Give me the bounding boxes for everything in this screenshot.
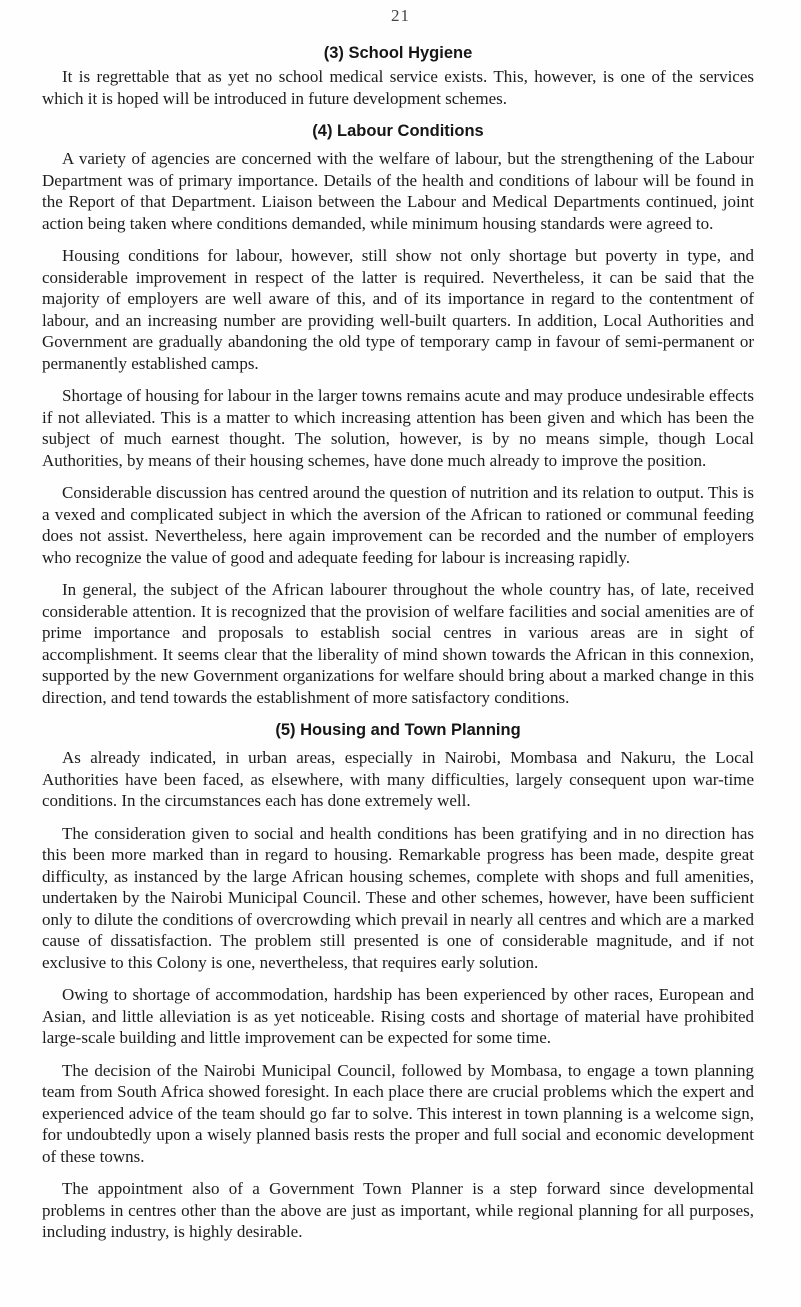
paragraph: A variety of agencies are concerned with the welfare of labour, but the strengthening of the Labour Department was of primary importance. Details of the health and conditions of labour will be found in the Report of that Department. Liaison between the Labour and Medical Departments continued, joint action being taken where conditions demanded, while minimum housing standards were agreed to. <box>42 149 754 233</box>
paragraph: Owing to shortage of accommodation, hardship has been experienced by other races, European and Asian, and little alleviation is as yet noticeable. Rising costs and shortage of material have prohibited large-scale building and little improvement can be expected for some time. <box>42 985 754 1047</box>
section-heading-housing-town-planning: (5) Housing and Town Planning <box>275 721 521 739</box>
paragraph: The consideration given to social and health conditions has been gratifying and in no direction has this been more marked than in regard to housing. Remarkable progress has been made, despite great difficulty, as instanced by the large African housing schemes, complete with shops and full amenities, undertaken by the Nairobi Municipal Council. These and other schemes, however, have been sufficient only to dilute the conditions of overcrowding which prevail in nearly all centres and which are a marked cause of dissatisfaction. The problem still presented is one of considerable magnitude, and if not exclusive to this Colony is one, nevertheless, that requires early solution. <box>42 823 754 972</box>
paragraph: In general, the subject of the African labourer throughout the whole country has, of late, received considerable attention. It is recognized that the provision of welfare facilities and social amenities are of prime importance and proposals to establish social centres in various areas are in sight of accomplishment. It seems clear that the liberality of mind shown towards the African in this connexion, supported by the new Government organizations for welfare should bring about a marked change in this direction, and tend towards the establishment of more satisfactory conditions. <box>42 580 754 707</box>
paragraph: The decision of the Nairobi Municipal Council, followed by Mombasa, to engage a town planning team from South Africa showed foresight. In each place there are crucial problems which the expert and experienced advice of the team should go far to solve. This interest in town planning is a welcome sign, for undoubtedly upon a wisely planned basis rests the proper and full social and economic development of these towns. <box>42 1060 754 1166</box>
page-number: 21 <box>391 6 410 25</box>
paragraph: Shortage of housing for labour in the larger towns remains acute and may produce undesirable effects if not alleviated. This is a matter to which increasing attention has been given and which has been the subject of much earnest thought. The solution, however, is by no means simple, though Local Authorities, by means of their housing schemes, have done much already to improve the position. <box>42 386 754 470</box>
section-housing-town-planning <box>42 719 754 1243</box>
page-body <box>42 42 754 1243</box>
section-school-hygiene <box>42 42 754 109</box>
paragraph: Housing conditions for labour, however, still show not only shortage but poverty in type, and considerable improvement in respect of the latter is required. Nevertheless, it can be said that the majority of employers are well aware of this, and of its importance in regard to the contentment of labour, and an increasing number are providing well-built quarters. In addition, Local Authorities and Government are gradually abandoning the old type of temporary camp in favour of semi-permanent or permanently established camps. <box>42 246 754 373</box>
paragraph: Considerable discussion has centred around the question of nutrition and its relation to output. This is a vexed and complicated subject in which the aversion of the African to rationed or communal feeding does not assist. Nevertheless, here again improvement can be recorded and the number of employers who recognize the value of good and adequate feeding for labour is increasing rapidly. <box>42 483 754 567</box>
paragraph: As already indicated, in urban areas, especially in Nairobi, Mombasa and Nakuru, the Local Authorities have been faced, as elsewhere, with many difficulties, largely consequent upon war-time conditions. In the circumstances each has done extremely well. <box>42 748 754 810</box>
paragraph: It is regrettable that as yet no school medical service exists. This, however, is one of the services which it is hoped will be introduced in future development schemes. <box>42 67 754 108</box>
section-heading-labour-conditions: (4) Labour Conditions <box>312 122 484 140</box>
section-heading-school-hygiene: (3) School Hygiene <box>323 44 473 62</box>
paragraph: The appointment also of a Government Town Planner is a step forward since developmental problems in centres other than the above are just as important, while regional planning for all purposes, including industry, is highly desirable. <box>42 1179 754 1241</box>
section-labour-conditions <box>42 120 754 708</box>
